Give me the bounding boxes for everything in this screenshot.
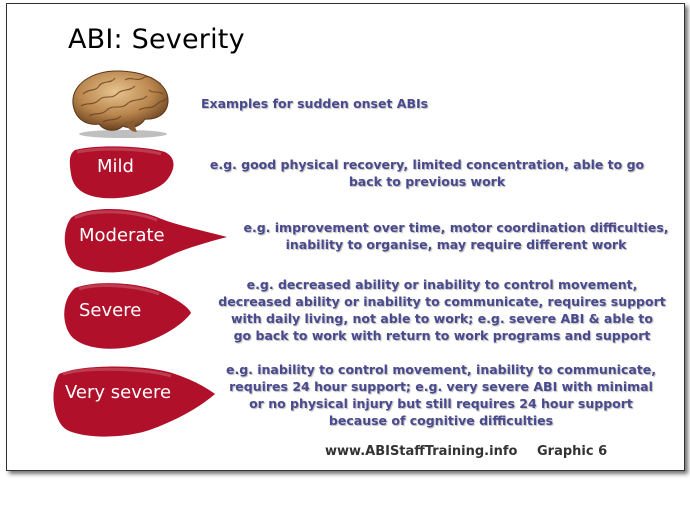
footer-graphic-number: Graphic 6	[537, 444, 608, 459]
severity-label-very-severe: Very severe	[65, 382, 172, 403]
description-severe: e.g. decreased ability or inability to control movement, decreased ability or inability to communicate, requires support with daily living, not able to work; e.g. severe ABI & able to go back to work with return to work programs and support	[218, 277, 666, 343]
brain-image	[65, 66, 175, 138]
examples-heading: Examples for sudden onset ABIs	[201, 96, 429, 111]
severity-blob-very-severe	[51, 364, 217, 440]
severity-blob-mild	[67, 144, 179, 200]
description-mild: e.g. good physical recovery, limited concentration, able to go back to previous work	[209, 157, 645, 189]
severity-label-moderate: Moderate	[79, 225, 165, 246]
slide	[6, 3, 685, 471]
slide-title: ABI: Severity	[68, 24, 245, 55]
description-moderate: e.g. improvement over time, motor coordination difficulties, inability to organise, may require different work	[243, 220, 669, 252]
severity-label-mild: Mild	[97, 156, 134, 177]
description-very-severe: e.g. inability to control movement, inability to communicate, requires 24 hour support; e.g. very severe ABI with minimal or no physical injury but still requires 24 hour support because of cognitive difficulties	[225, 362, 657, 428]
severity-blob-severe	[61, 280, 193, 352]
severity-label-severe: Severe	[79, 300, 142, 321]
footer-website: www.ABIStaffTraining.info	[325, 444, 518, 459]
severity-blob-moderate	[61, 204, 229, 276]
